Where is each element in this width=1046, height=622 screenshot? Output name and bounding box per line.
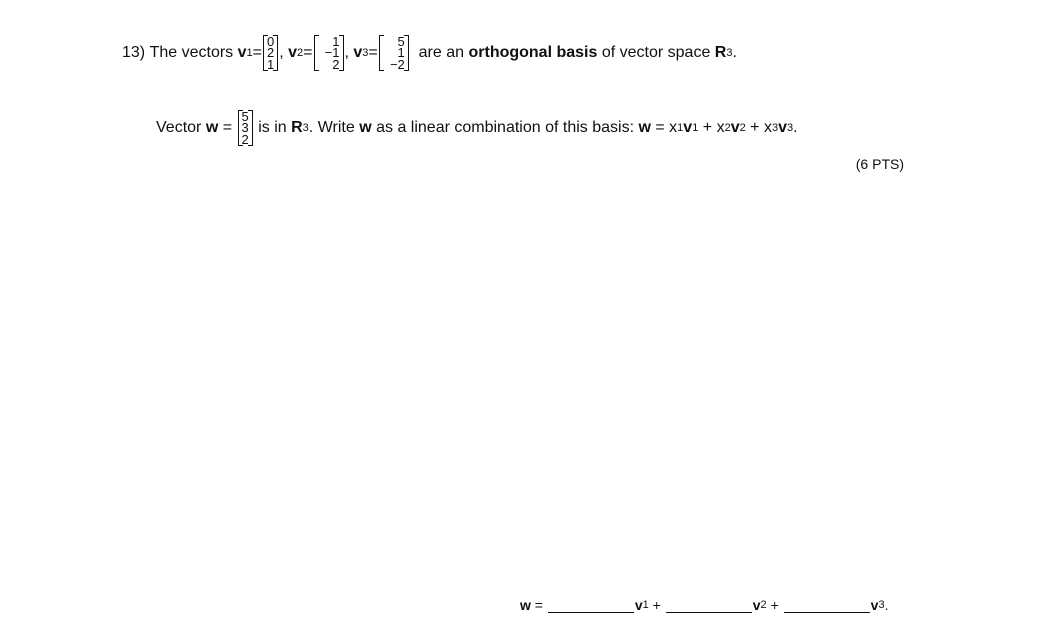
v3-entry: −2 [389,56,405,72]
v3-entry: 1 [397,45,405,61]
v2-entry: −1 [324,45,340,61]
w-text-b: . Write [308,119,355,136]
eq-w: w [638,119,651,136]
eq-plus1: + x [698,119,725,136]
v1-entry: 1 [267,56,275,72]
answer-line [520,592,888,618]
answer-equals: = [534,597,543,613]
v1-matrix [263,35,278,72]
w-entry: 2 [241,131,249,147]
x1-subscript: 1 [677,122,684,134]
v2-label: v [288,44,298,61]
space-superscript: 3 [726,47,733,59]
eq-rest: = x [655,119,678,136]
v2-matrix [314,35,344,72]
problem-period: . [732,44,737,61]
answer-v3-subscript: 3 [878,599,885,611]
eq-v1: v [683,119,693,136]
eq-v2-subscript: 2 [739,122,746,134]
w-space-symbol: R [291,119,303,136]
answer-blank-x2[interactable] [666,598,752,613]
answer-plus1: + [652,597,661,613]
v1-entry: 0 [267,33,275,49]
w-entry: 5 [241,108,249,124]
answer-v2-subscript: 2 [760,599,767,611]
v2-subscript: 2 [297,47,304,59]
answer-blank-x1[interactable] [548,598,634,613]
problem-statement: 13) The vectors v 1 = 0 2 1 , v 2 = 1 −1 2 , v 3 = 5 1 −2 are an orthogonal basis of vector space R 3 . [122,33,737,72]
w-entry: 3 [241,120,249,136]
v3-subscript: 3 [362,47,369,59]
w-label: w [205,119,219,136]
vector-w-prefix: Vector [156,119,202,136]
eq-end: . [793,119,798,136]
answer-w-label: w [520,597,531,613]
orthogonal-basis-phrase: orthogonal basis [468,44,598,61]
v1-subscript: 1 [246,47,253,59]
problem-intro: The vectors [149,44,234,61]
eq-v3: v [778,119,787,136]
points-label: (6 PTS) [855,156,904,172]
w-text-c: as a linear combination of this basis: [376,119,635,136]
v3-label: v [353,44,363,61]
problem-text-end: of vector space [601,44,711,61]
w-text-a: is in [258,119,287,136]
answer-v2: v [752,597,761,613]
x3-subscript: 3 [771,122,779,134]
space-symbol: R [714,44,727,61]
x2-subscript: 2 [724,122,731,134]
vector-w-statement [156,101,798,155]
v2-entry: 1 [332,33,340,49]
answer-v1: v [634,597,643,613]
v2-entry: 2 [332,56,340,72]
v3-matrix [379,35,409,72]
eq-v3-subscript: 3 [786,122,794,134]
answer-v1-subscript: 1 [642,599,649,611]
problem-number: 13) [122,44,146,61]
answer-v3: v [870,597,879,613]
w-label-inline: w [359,119,372,136]
w-matrix [238,110,253,147]
answer-plus2: + [770,597,779,613]
w-space-superscript: 3 [302,122,309,134]
eq-v2: v [730,119,740,136]
answer-blank-x3[interactable] [784,598,870,613]
w-equals: = [222,119,233,136]
v1-label: v [237,44,247,61]
v3-entry: 5 [397,33,405,49]
problem-text-mid: are an [418,44,465,61]
v1-entry: 2 [267,45,275,61]
eq-v1-subscript: 1 [692,122,699,134]
eq-plus2: + x [745,119,772,136]
answer-end: . [884,597,889,613]
